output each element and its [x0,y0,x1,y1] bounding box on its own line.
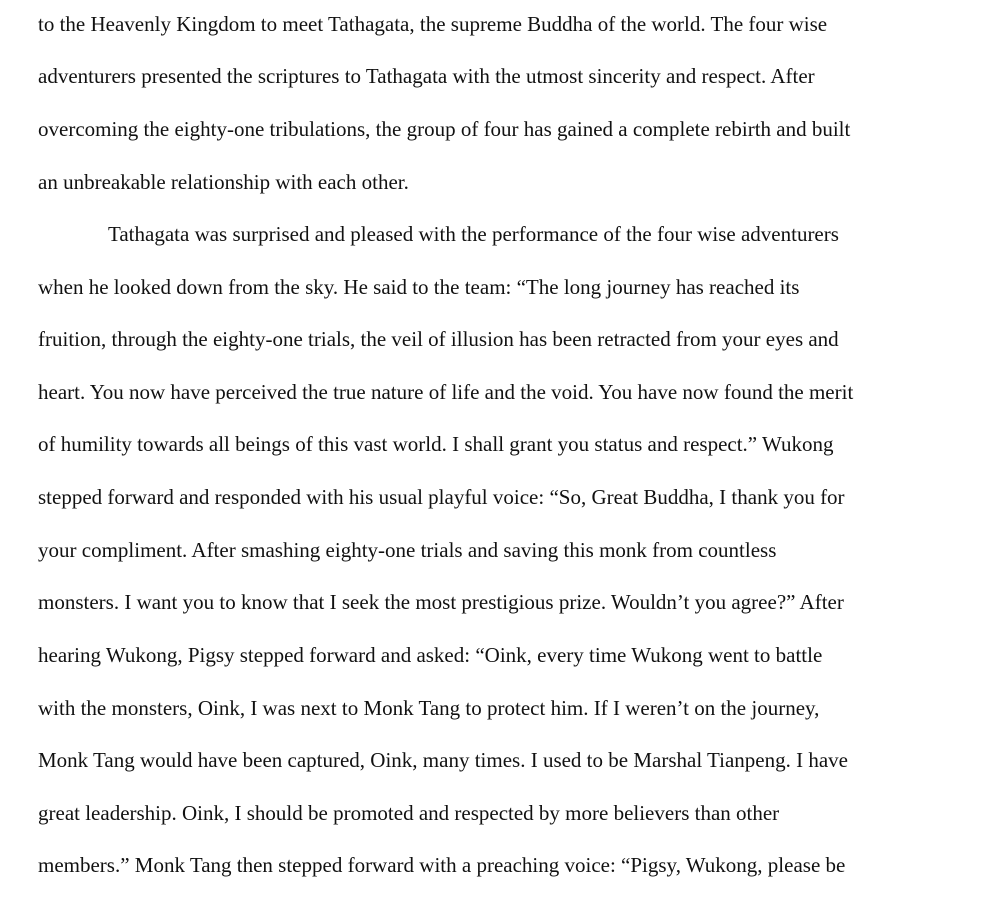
text-line: hearing Wukong, Pigsy stepped forward and asked: “Oink, every time Wukong went to battle [38,643,823,667]
text-line: Monk Tang would have been captured, Oink, many times. I used to be Marshal Tianpeng. I have [38,748,848,772]
text-line: stepped forward and responded with his usual playful voice: “So, Great Buddha, I thank you for [38,485,845,509]
text-line: fruition, through the eighty-one trials, the veil of illusion has been retracted from your eyes and [38,327,839,351]
text-line: great leadership. Oink, I should be promoted and respected by more believers than other [38,801,780,825]
text-line: when he looked down from the sky. He said to the team: “The long journey has reached its [38,275,800,299]
text-line: adventurers presented the scriptures to Tathagata with the utmost sincerity and respect. After [38,64,815,88]
text-line: heart. You now have perceived the true nature of life and the void. You have now found the merit [38,380,854,404]
text-line: an unbreakable relationship with each other. [38,170,409,194]
text-line: your compliment. After smashing eighty-one trials and saving this monk from countless [38,538,777,562]
text-line: with the monsters, Oink, I was next to Monk Tang to protect him. If I weren’t on the journey, [38,696,820,720]
text-line: members.” Monk Tang then stepped forward with a preaching voice: “Pigsy, Wukong, please be [38,853,846,877]
text-line: to the Heavenly Kingdom to meet Tathagata, the supreme Buddha of the world. The four wise [38,12,828,36]
text-line: overcoming the eighty-one tribulations, the group of four has gained a complete rebirth and built [38,117,851,141]
text-line: Tathagata was surprised and pleased with the performance of the four wise adventurers [108,222,839,246]
text-line: of humility towards all beings of this vast world. I shall grant you status and respect.” Wukong [38,432,834,456]
document-page [38,0,938,922]
text-line: monsters. I want you to know that I seek the most prestigious prize. Wouldn’t you agree?” After [38,590,844,614]
